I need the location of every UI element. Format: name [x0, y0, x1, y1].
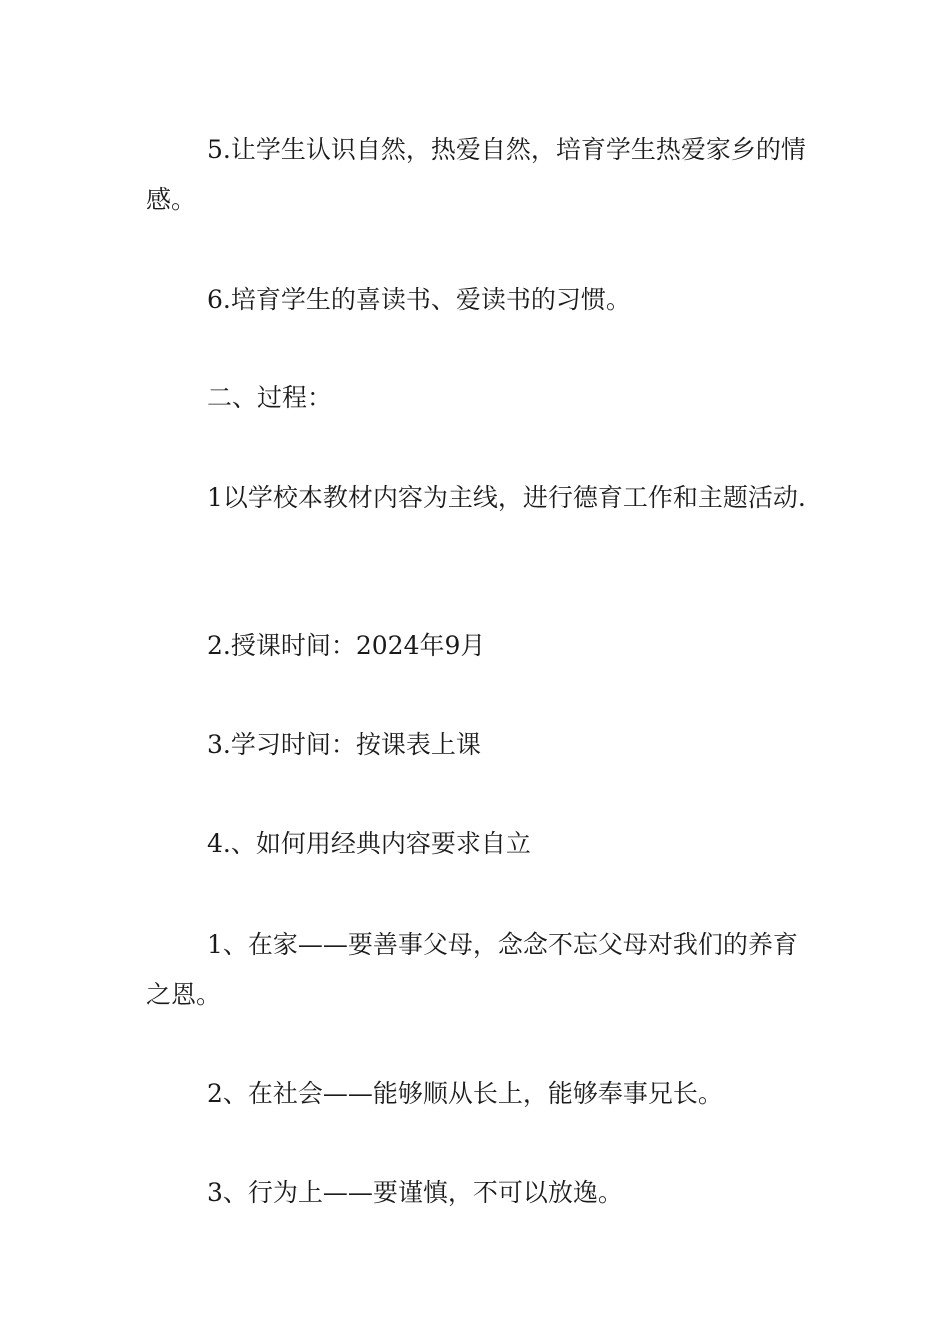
paragraph-teaching-time: 2.授课时间：2024年9月 [207, 631, 486, 660]
paragraph-study-time: 3.学习时间：按课表上课 [207, 730, 481, 759]
paragraph-in-society: 2、在社会——能够顺从长上，能够奉事兄长。 [207, 1079, 723, 1108]
paragraph-behavior: 3、行为上——要谨慎，不可以放逸。 [207, 1178, 623, 1207]
section-heading-process: 二、过程： [207, 383, 333, 412]
paragraph-how-to-stand: 4.、如何用经典内容要求自立 [207, 829, 531, 858]
paragraph-goal-6: 6.培育学生的喜读书、爱读书的习惯。 [207, 285, 631, 314]
paragraph-at-home: 1、在家——要善事父母，念念不忘父母对我们的养育之恩。 [146, 930, 798, 1009]
paragraph-process-1: 1以学校本教材内容为主线，进行德育工作和主题活动. [207, 483, 806, 512]
paragraph-goal-5: 5.让学生认识自然，热爱自然，培育学生热爱家乡的情感。 [146, 135, 806, 214]
